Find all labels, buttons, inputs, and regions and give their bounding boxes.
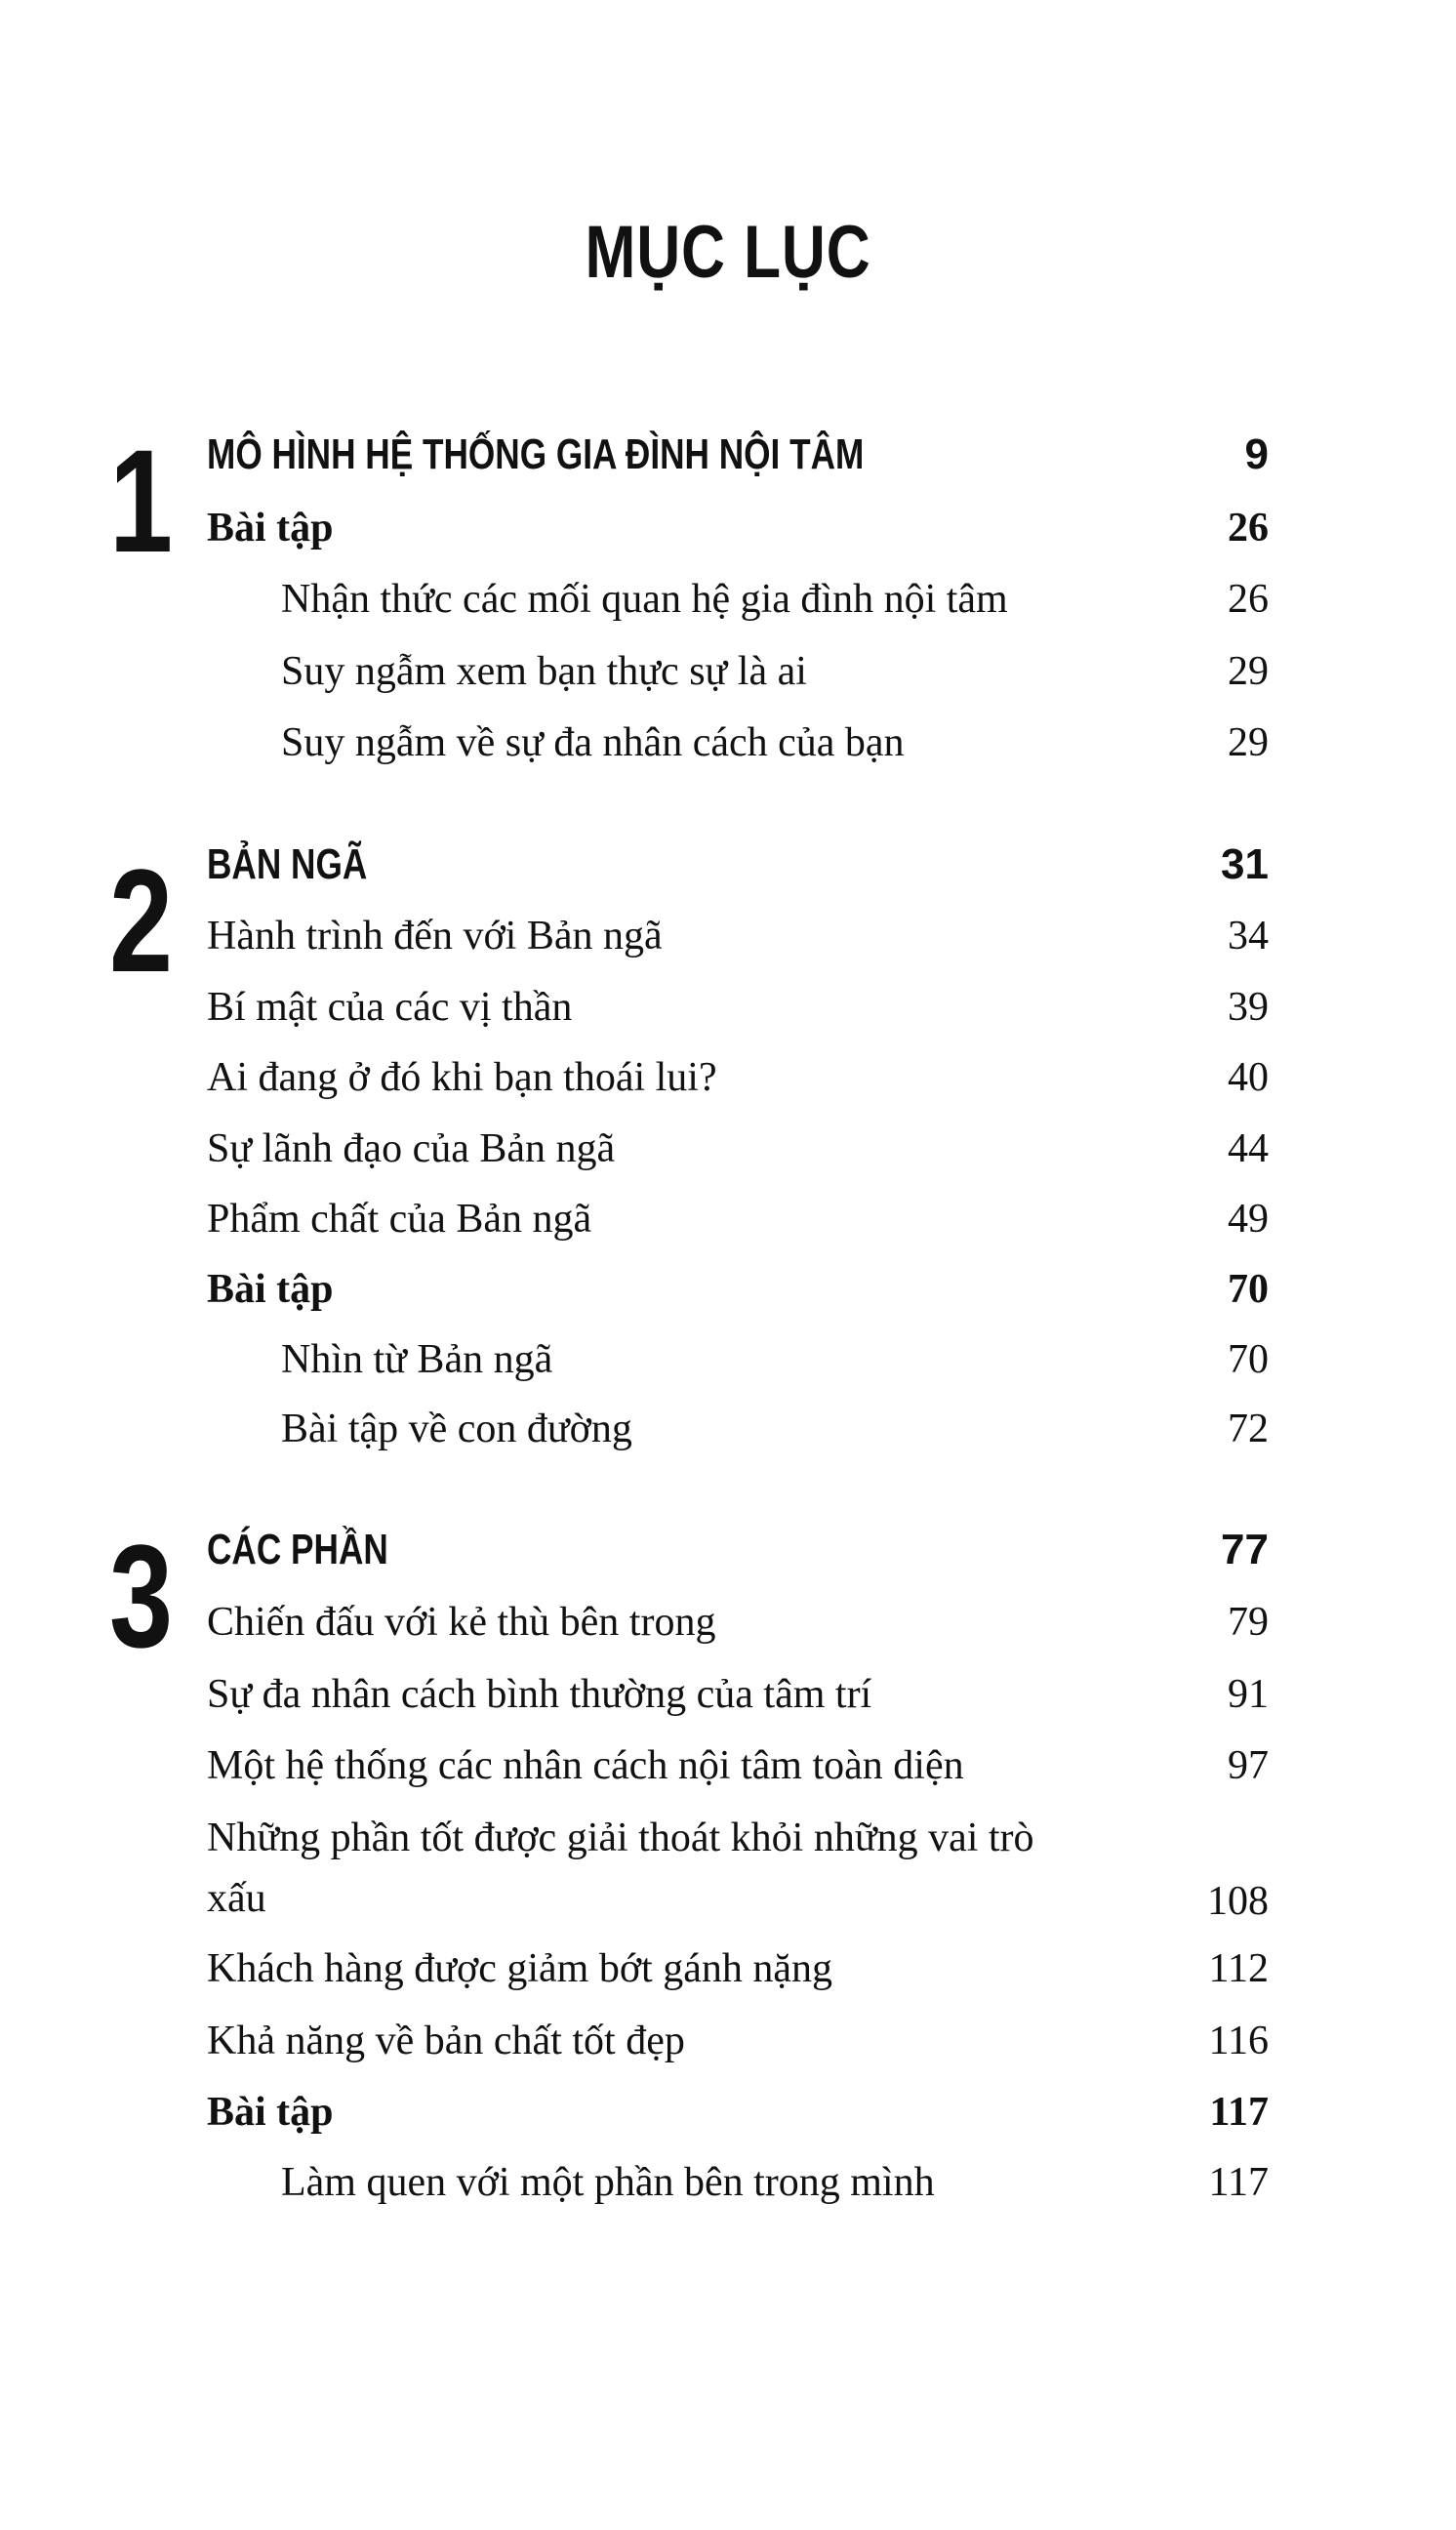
- entry-page: 91: [1228, 1672, 1269, 1717]
- toc-entry[interactable]: [0, 1254, 1456, 1325]
- entry-page: 49: [1228, 1197, 1269, 1242]
- entry-page: 97: [1228, 1743, 1269, 1788]
- toc-entry[interactable]: [0, 2147, 1456, 2218]
- entry-label: Nhìn từ Bản ngã: [281, 1337, 553, 1382]
- toc-entry[interactable]: [0, 1587, 1456, 1657]
- toc-entry[interactable]: [0, 1659, 1456, 1730]
- toc-entry[interactable]: [0, 1042, 1456, 1113]
- toc-entry[interactable]: [0, 1515, 1456, 1585]
- chapter-number: 1: [109, 419, 174, 583]
- entry-page: 117: [1209, 2090, 1269, 2135]
- entry-label: Suy ngẫm xem bạn thực sự là ai: [281, 649, 807, 694]
- entry-page: 108: [1207, 1879, 1269, 1924]
- entry-label: Sự lãnh đạo của Bản ngã: [207, 1126, 616, 1171]
- entry-label: Hành trình đến với Bản ngã: [207, 914, 663, 959]
- entry-page: 72: [1228, 1407, 1269, 1451]
- page-title: MỤC LỤC: [585, 211, 871, 294]
- entry-label: Những phần tốt được giải thoát khỏi những vai trò xấu: [207, 1816, 1034, 1921]
- toc-entry[interactable]: [0, 1114, 1456, 1184]
- toc-entry[interactable]: [0, 2006, 1456, 2076]
- entry-label: MÔ HÌNH HỆ THỐNG GIA ĐÌNH NỘI TÂM: [207, 430, 865, 478]
- entry-label: Bí mật của các vị thần: [207, 985, 573, 1030]
- entry-page: 9: [1244, 430, 1269, 478]
- toc-entry[interactable]: [0, 2077, 1456, 2147]
- entry-label: Bài tập: [207, 1267, 334, 1312]
- chapter-number: 3: [109, 1514, 174, 1678]
- toc-entry[interactable]: [0, 493, 1456, 563]
- toc-entry[interactable]: [0, 972, 1456, 1042]
- entry-label: Ai đang ở đó khi bạn thoái lui?: [207, 1055, 717, 1100]
- entry-page: 40: [1228, 1055, 1269, 1100]
- entry-page: 39: [1228, 985, 1269, 1030]
- toc-entry[interactable]: [0, 420, 1456, 490]
- entry-page: 70: [1228, 1337, 1269, 1382]
- entry-label: BẢN NGÃ: [207, 840, 368, 888]
- entry-label: Phẩm chất của Bản ngã: [207, 1197, 592, 1242]
- entry-page: 79: [1228, 1600, 1269, 1645]
- toc-entry[interactable]: [0, 1731, 1456, 1801]
- entry-page: 77: [1221, 1526, 1269, 1573]
- toc-entry[interactable]: [0, 1184, 1456, 1254]
- toc-entry[interactable]: [0, 901, 1456, 971]
- entry-label: Nhận thức các mối quan hệ gia đình nội tâm: [281, 577, 1008, 622]
- entry-label: Khách hàng được giảm bớt gánh nặng: [207, 1946, 833, 1991]
- entry-page: 112: [1208, 1946, 1269, 1991]
- toc-entry[interactable]: [0, 1802, 1456, 1942]
- entry-label: Khả năng về bản chất tốt đẹp: [207, 2019, 685, 2063]
- entry-page: 34: [1228, 914, 1269, 959]
- entry-page: 31: [1221, 840, 1269, 888]
- toc-entry[interactable]: [0, 1394, 1456, 1464]
- entry-label: Bài tập: [207, 2090, 334, 2135]
- entry-page: 26: [1228, 506, 1269, 551]
- entry-label: Làm quen với một phần bên trong mình: [281, 2160, 935, 2205]
- toc-entry[interactable]: [0, 708, 1456, 778]
- entry-page: 116: [1208, 2019, 1269, 2063]
- entry-label: CÁC PHẦN: [207, 1526, 388, 1573]
- toc-entry[interactable]: [0, 830, 1456, 900]
- toc-entry[interactable]: [0, 564, 1456, 634]
- entry-page: 29: [1228, 649, 1269, 694]
- entry-page: 70: [1228, 1267, 1269, 1312]
- chapter-number: 2: [109, 838, 174, 1002]
- entry-label: Bài tập: [207, 506, 334, 551]
- toc-entry[interactable]: [0, 1934, 1456, 2004]
- entry-label: Một hệ thống các nhân cách nội tâm toàn diện: [207, 1743, 964, 1788]
- entry-label: Suy ngẫm về sự đa nhân cách của bạn: [281, 720, 905, 765]
- toc-entry[interactable]: [0, 1325, 1456, 1395]
- entry-label: Chiến đấu với kẻ thù bên trong: [207, 1600, 716, 1645]
- entry-page: 29: [1228, 720, 1269, 765]
- entry-page: 44: [1228, 1126, 1269, 1171]
- entry-page: 26: [1228, 577, 1269, 622]
- entry-page: 117: [1208, 2160, 1269, 2205]
- entry-label: Bài tập về con đường: [281, 1407, 632, 1451]
- toc-entry[interactable]: [0, 636, 1456, 707]
- entry-label: Sự đa nhân cách bình thường của tâm trí: [207, 1672, 872, 1717]
